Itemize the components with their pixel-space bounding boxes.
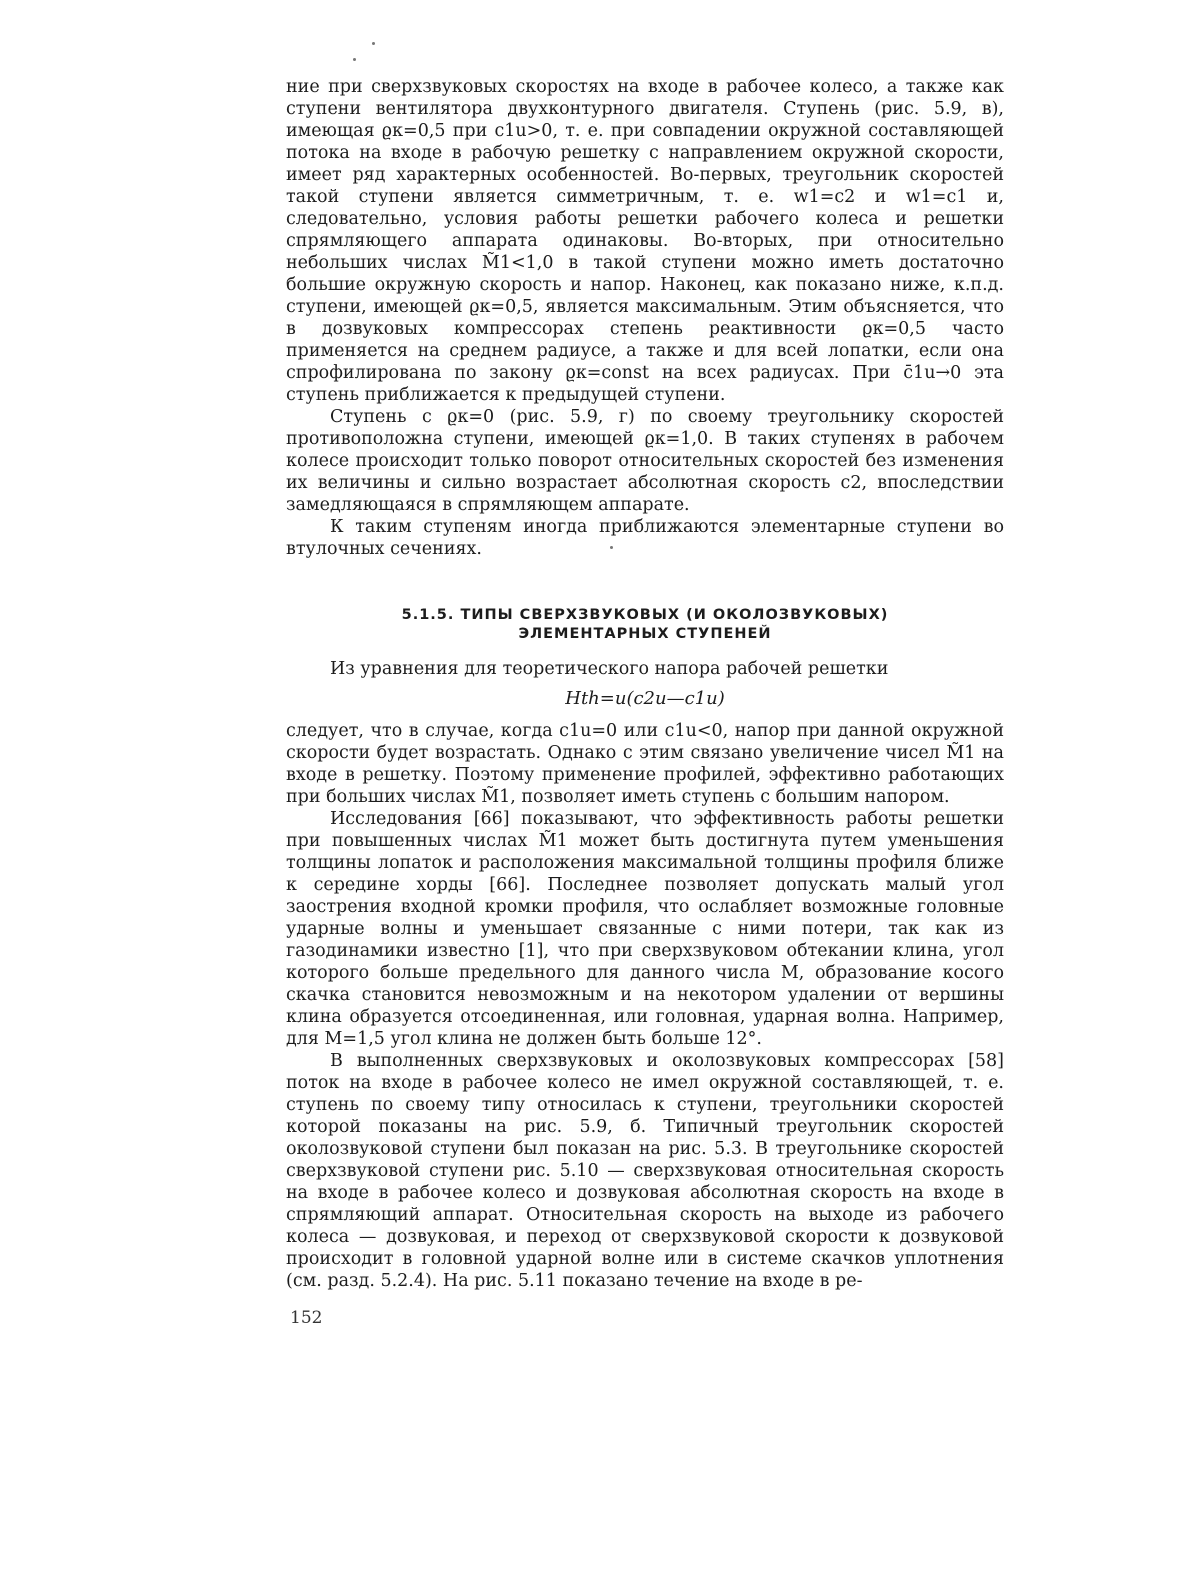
paragraph-3: К таким ступеням иногда приближаются элементарные ступени во втулочных сечениях. [286,517,1004,559]
spacer [286,644,1004,658]
section-heading-line-2: ЭЛЕМЕНТАРНЫХ СТУПЕНЕЙ [518,626,772,642]
intro-paragraph: Из уравнения для теоретического напора рабочей решетки [330,659,889,679]
paragraph-1: ние при сверхзвуковых скоростях на входе в рабочее колесо, а также как ступени вентилятора двухконтурного двигателя. Ступень (рис. 5.9, в), имеющая ϱк=0,5 при c1u>0, т. е. при совпадении окружной составляющей потока на входе в рабочую решетку с направлением окружной скорости, имеет ряд характерных особенностей. Во-первых, треугольник скоростей такой ступени является симметричным, т. е. w1=c2 и w1=c1 и, следовательно, условия работы решетки рабочего колеса и решетки спрямляющего аппарата одинаковы. Во-вторых, при относительно небольших числах M̃1<1,0 в такой ступени можно иметь достаточно большие окружную скорость и напор. Наконец, как показано ниже, к.п.д. ступени, имеющей ϱк=0,5, является максимальным. Этим объясняется, что в дозвуковых компрессорах степень реактивности ϱк=0,5 часто применяется на среднем радиусе, а также и для всей лопатки, если она спрофилирована по закону ϱк=const на всех радиусах. При c̄1u→0 эта ступень приближается к предыдущей ступени. [286,77,1004,405]
formula: Hth=u(c2u—c1u) [565,688,725,709]
paragraph-2: Ступень с ϱк=0 (рис. 5.9, г) по своему треугольнику скоростей противоположна ступени, имеющей ϱк=1,0. В таких ступенях в рабочем колесе происходит только поворот относительных скоростей без изменения их величины и сильно возрастает абсолютная скорость c2, впоследствии замедляющаяся в спрямляющем аппарате. [286,407,1004,515]
section-heading [286,606,1004,644]
paragraph-5: Исследования [66] показывают, что эффективность работы решетки при повышенных числах M̃1 может быть достигнута путем уменьшения толщины лопаток и расположения максимальной толщины профиля ближе к середине хорды [66]. Последнее позволяет допускать малый угол заострения входной кромки профиля, что ослабляет возможные головные ударные волны и уменьшает связанные с ними потери, так как из газодинамики известно [1], что при сверхзвуковом обтекании клина, угол которого больше предельного для данного числа M, образование косого скачка становится невозможным и на некотором удалении от вершины клина образуется отсоединенная, или головная, ударная волна. Например, для M=1,5 угол клина не должен быть больше 12°. [286,809,1004,1049]
scan-speck [353,58,356,61]
section-heading-line-1: 5.1.5. ТИПЫ СВЕРХЗВУКОВЫХ (И ОКОЛОЗВУКОВЫХ) [401,607,889,623]
paragraph-4: следует, что в случае, когда c1u=0 или c1u<0, напор при данной окружной скорости будет возрастать. Однако с этим связано увеличение чисел M̃1 на входе в решетку. Поэтому применение профилей, эффективно работающих при больших числах M̃1, позволяет иметь ступень с большим напором. [286,721,1004,807]
page-body [286,76,1004,1292]
scan-speck [610,546,613,549]
paragraph-6: В выполненных сверхзвуковых и околозвуковых компрессорах [58] поток на входе в рабочее колесо не имел окружной составляющей, т. е. ступень по своему типу относилась к ступени, треугольники скоростей которой показаны на рис. 5.9, б. Типичный треугольник скоростей околозвуковой ступени был показан на рис. 5.3. В треугольнике скоростей сверхзвуковой ступени рис. 5.10 — сверхзвуковая относительная скорость на входе в рабочее колесо и дозвуковая абсолютная скорость на входе в спрямляющий аппарат. Относительная скорость на выходе из рабочего колеса — дозвуковая, и переход от сверхзвуковой скорости к дозвуковой происходит в головной ударной волне или в системе скачков уплотнения (см. разд. 5.2.4). На рис. 5.11 показано течение на входе в ре- [286,1051,1004,1291]
scan-speck [372,42,375,45]
page-number: 152 [290,1308,323,1328]
